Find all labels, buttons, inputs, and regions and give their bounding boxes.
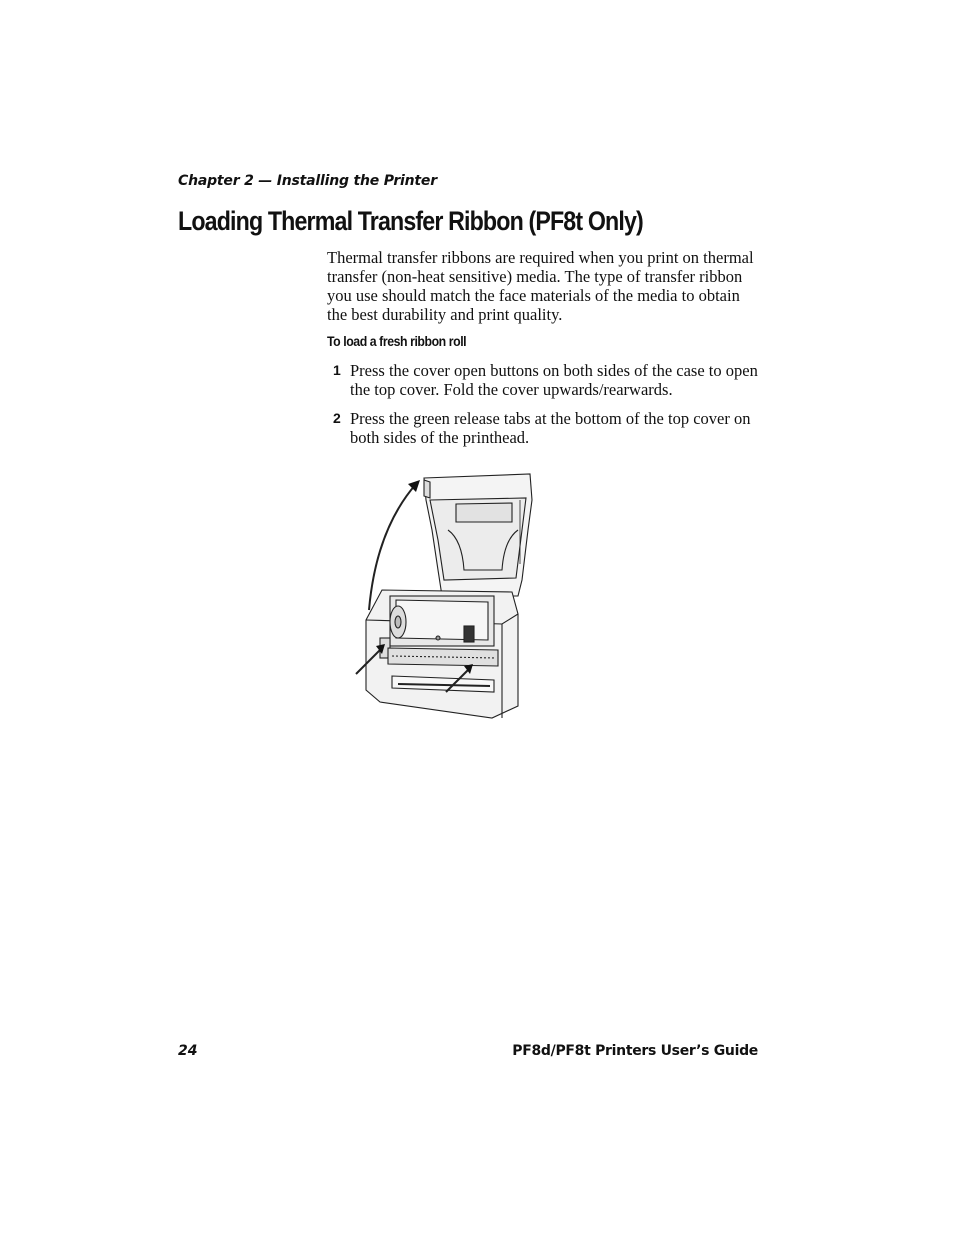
step-number: 1 (333, 362, 341, 378)
printer-open-cover-illustration (352, 470, 537, 720)
step-1 (327, 361, 759, 399)
procedure-heading: To load a fresh ribbon roll (327, 333, 467, 349)
step-number: 2 (333, 410, 341, 426)
step-2 (327, 409, 759, 447)
step-text: Press the cover open buttons on both sides of the case to open the top cover. Fold the cover upwards/rearwards. (350, 361, 758, 399)
running-head: Chapter 2 — Installing the Printer (178, 173, 437, 189)
guide-title: PF8d/PF8t Printers User’s Guide (512, 1043, 758, 1059)
section-title: Loading Thermal Transfer Ribbon (PF8t Only) (178, 206, 643, 236)
intro-paragraph: Thermal transfer ribbons are required when you print on thermal transfer (non-heat sensitive) media. The type of transfer ribbon you use should match the face materials of the media to obtain the best durability and print quality. (327, 248, 754, 324)
page-number: 24 (178, 1043, 198, 1059)
step-text: Press the green release tabs at the bottom of the top cover on both sides of the printhead. (350, 409, 751, 447)
